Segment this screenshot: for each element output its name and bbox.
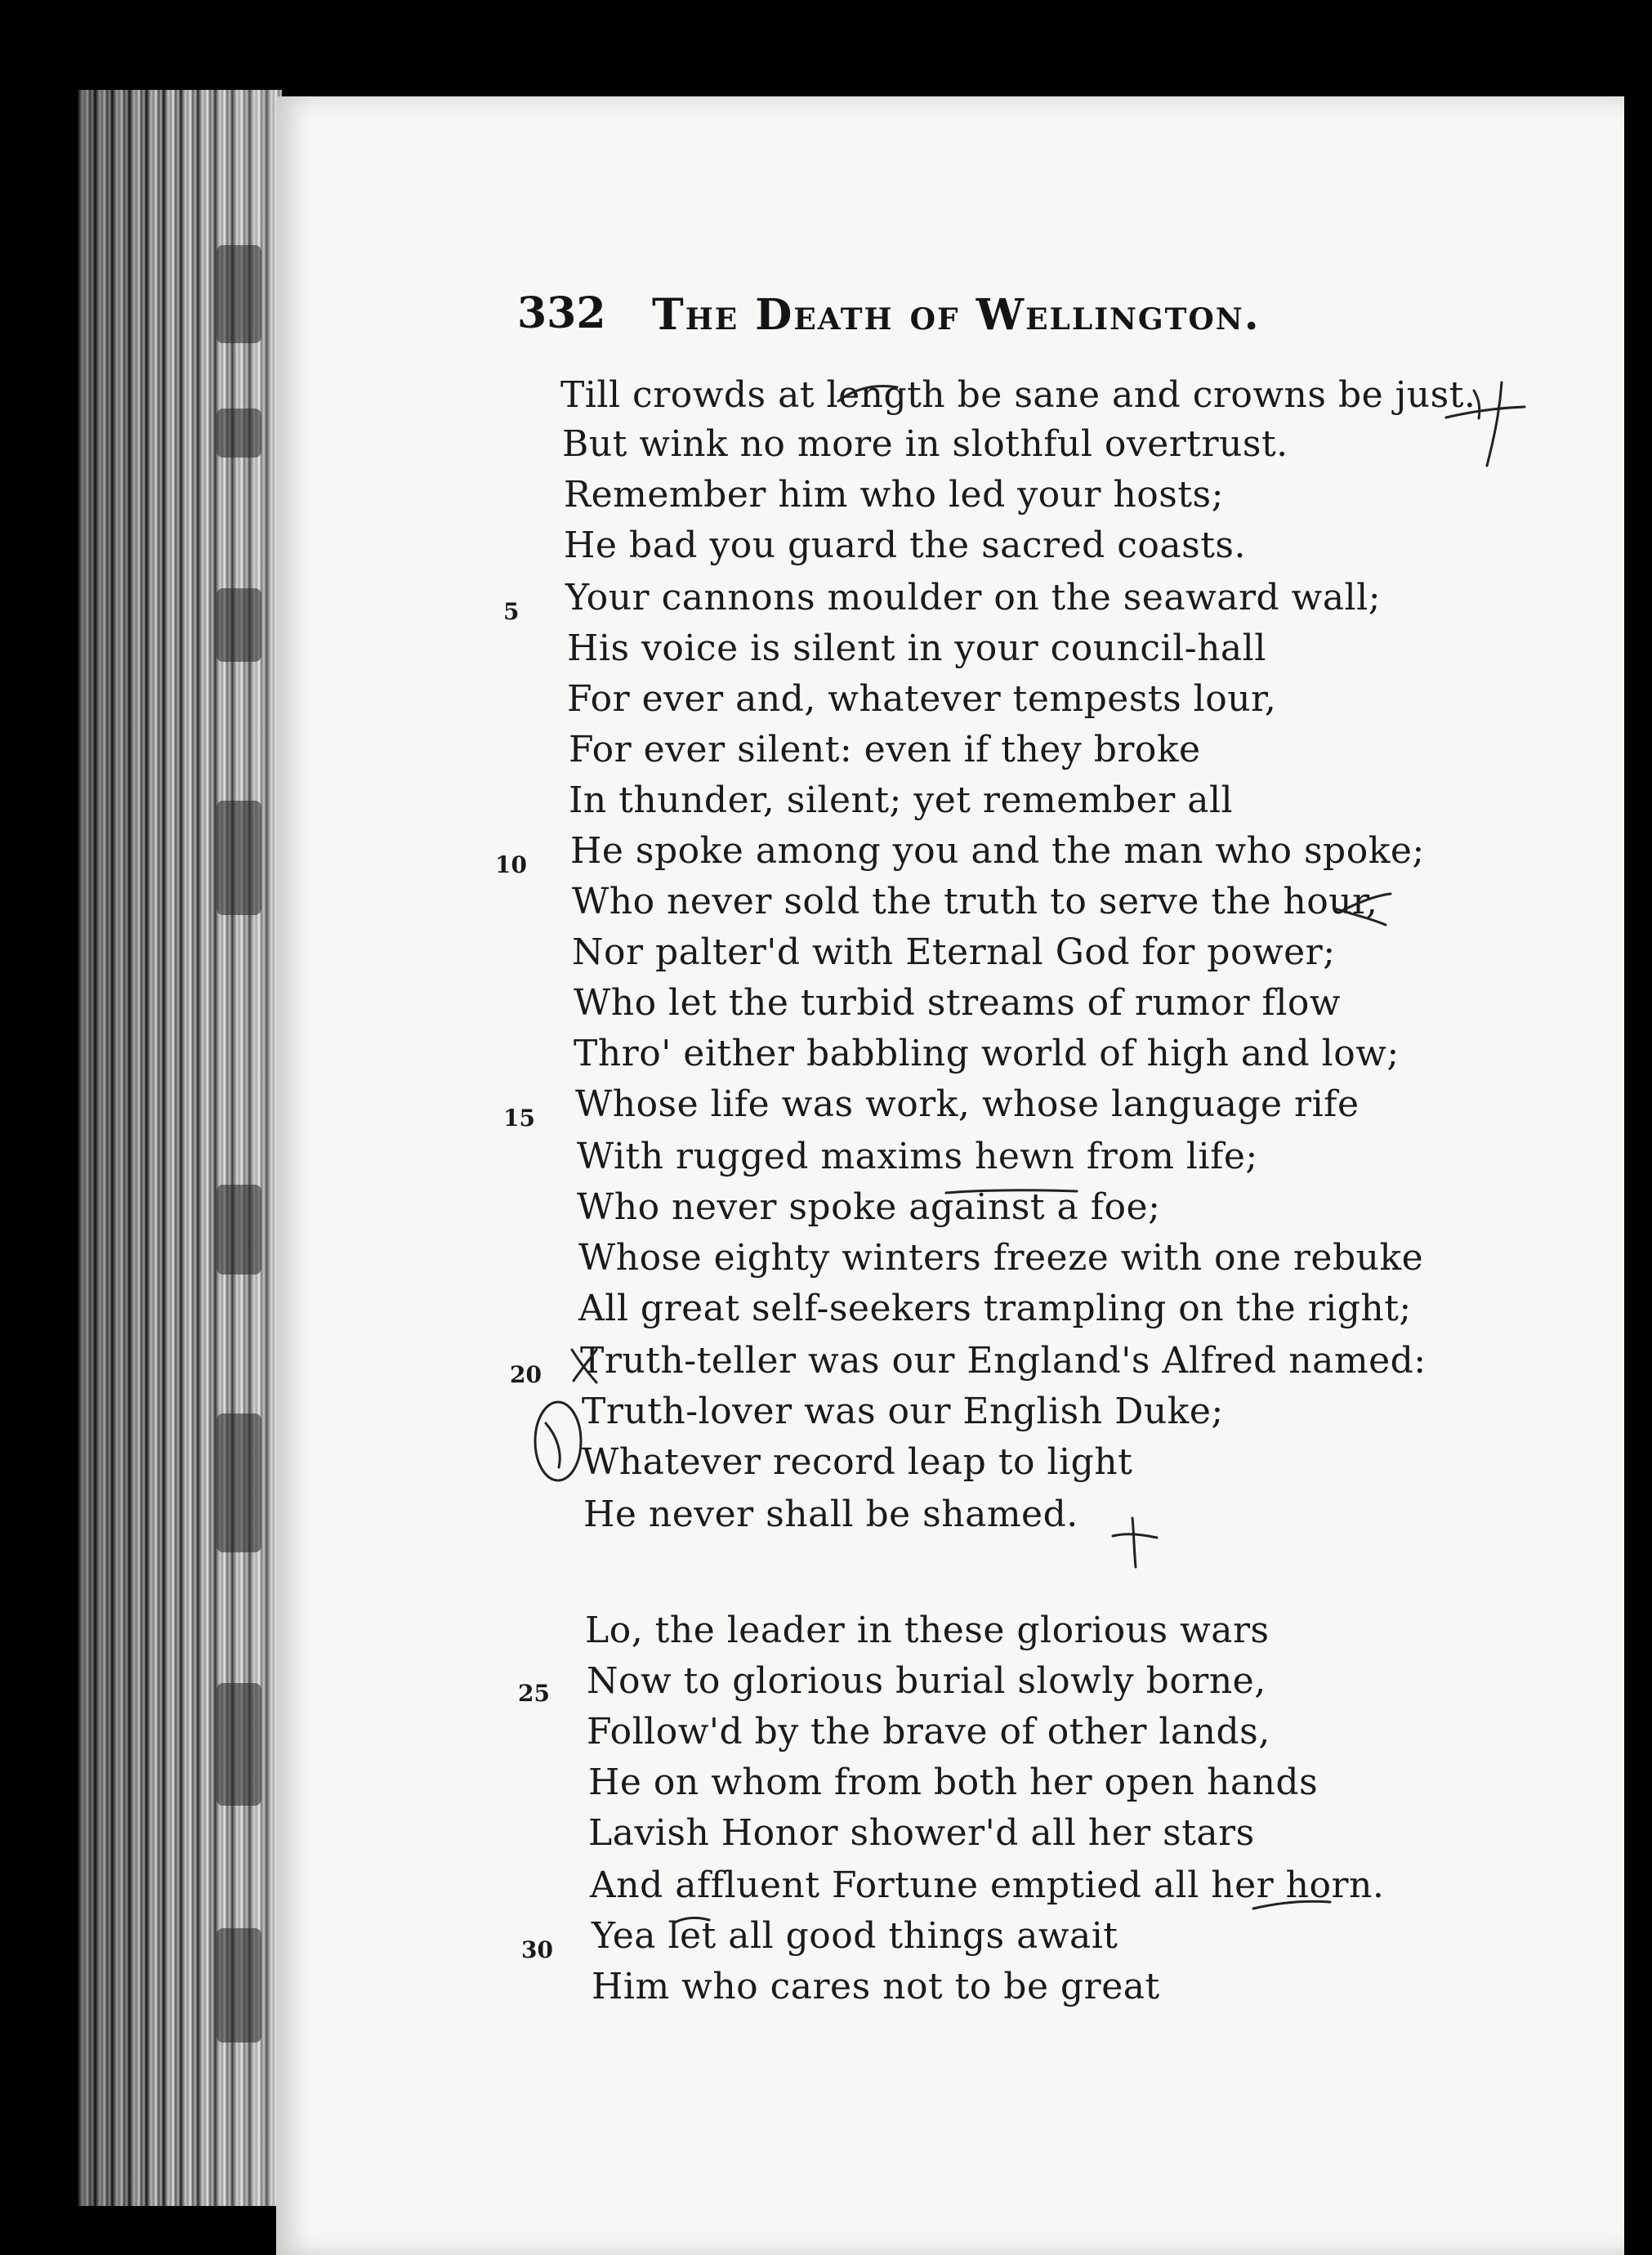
poem-line: His voice is silent in your council-hall <box>567 627 1266 669</box>
poem-line: Who never spoke against a foe; <box>577 1186 1161 1228</box>
poem-line: But wink no more in slothful overtrust. <box>562 423 1288 465</box>
cross-mark-stem <box>1132 1518 1136 1567</box>
poem-line: And affluent Fortune emptied all her horn. <box>590 1864 1385 1906</box>
running-title: The Death of Wellington. <box>652 290 1261 340</box>
poem-line: Whatever record leap to light <box>582 1441 1133 1483</box>
plus-mark-bar <box>1446 407 1525 418</box>
book-page <box>276 96 1624 2255</box>
poem-line: He spoke among you and the man who spoke; <box>570 830 1425 872</box>
poem-line: Who let the turbid streams of rumor flow <box>574 982 1342 1024</box>
circled-mark-inner <box>546 1423 560 1467</box>
plus-mark-curl <box>1474 391 1480 418</box>
line-number: 25 <box>518 1680 550 1707</box>
poem-line: With rugged maxims hewn from life; <box>577 1136 1258 1177</box>
comma-mark-2 <box>1343 894 1391 910</box>
poem-line: Lo, the leader in these glorious wars <box>585 1610 1270 1651</box>
page-number: 332 <box>517 288 606 338</box>
poem-line: Truth-lover was our English Duke; <box>582 1391 1224 1432</box>
line-number: 15 <box>503 1105 535 1132</box>
circled-mark <box>535 1402 581 1480</box>
poem-line: Thro' either babbling world of high and low; <box>574 1033 1400 1074</box>
underline-maxims <box>946 1190 1077 1193</box>
poem-line: Your cannons moulder on the seaward wall; <box>565 577 1382 618</box>
page-edge-marks <box>217 245 266 2043</box>
line-number: 20 <box>510 1361 542 1388</box>
poem-line: Whose life was work, whose language rife <box>575 1083 1360 1125</box>
poem-line: He bad you guard the sacred coasts. <box>564 525 1246 566</box>
poem-line: For ever silent: even if they broke <box>569 729 1201 770</box>
underline-horn <box>1253 1901 1330 1909</box>
poem-line: Follow'd by the brave of other lands, <box>587 1711 1270 1753</box>
poem-line: All great self-seekers trampling on the right; <box>578 1288 1412 1329</box>
x-mark-b <box>574 1350 596 1381</box>
poem-line: He never shall be shamed. <box>583 1494 1078 1535</box>
line-number: 5 <box>503 598 520 625</box>
stroke-affluent <box>673 1918 709 1923</box>
poem-line: For ever and, whatever tempests lour, <box>567 678 1277 720</box>
poem-line: Till crowds at length be sane and crowns be just. <box>560 374 1476 416</box>
poem-line: He on whom from both her open hands <box>588 1762 1319 1803</box>
poem-line: Lavish Honor shower'd all her stars <box>588 1812 1255 1854</box>
poem-line: Who never sold the truth to serve the hour, <box>572 881 1378 922</box>
poem-line: In thunder, silent; yet remember all <box>569 779 1234 821</box>
poem-line: Now to glorious burial slowly borne, <box>587 1660 1266 1702</box>
plus-mark-stem <box>1487 382 1502 466</box>
poem-line: Truth-teller was our England's Alfred named: <box>580 1340 1427 1382</box>
handwritten-annotations <box>276 96 1624 2255</box>
line-number: 10 <box>495 851 527 878</box>
poem-line: Yea let all good things await <box>592 1915 1118 1957</box>
poem-line: Nor palter'd with Eternal God for power; <box>572 931 1336 973</box>
poem-line: Remember him who led your hosts; <box>564 474 1224 516</box>
line-number: 30 <box>521 1936 553 1963</box>
poem-line: Him who cares not to be great <box>592 1966 1160 2007</box>
poem-line: Whose eighty winters freeze with one rebuke <box>578 1237 1424 1279</box>
underline-sane <box>838 386 897 401</box>
